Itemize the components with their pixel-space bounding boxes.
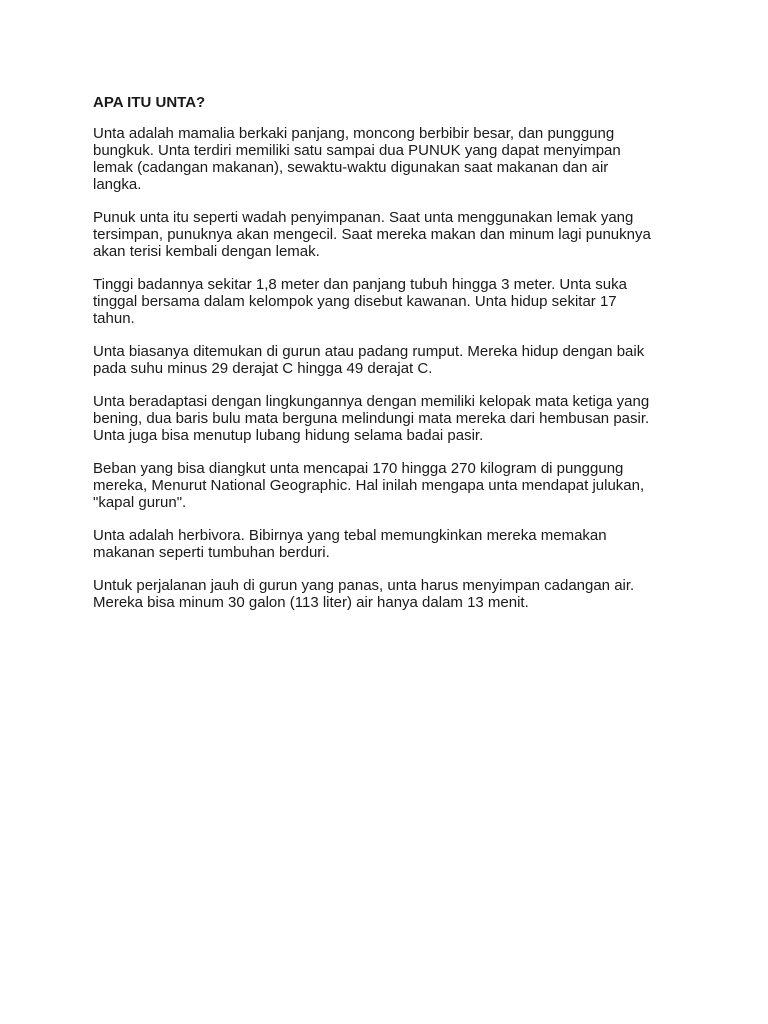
text-line: lemak (cadangan makanan), sewaktu-waktu digunakan saat makanan dan air bbox=[93, 159, 609, 176]
document-title: APA ITU UNTA? bbox=[93, 94, 206, 111]
text-line: Unta beradaptasi dengan lingkungannya dengan memiliki kelopak mata ketiga yang bbox=[93, 393, 650, 410]
text-line: makanan seperti tumbuhan berduri. bbox=[93, 544, 330, 561]
text-line: Tinggi badannya sekitar 1,8 meter dan panjang tubuh hingga 3 meter. Unta suka bbox=[93, 276, 627, 293]
paragraph bbox=[93, 125, 683, 193]
text-line: Unta biasanya ditemukan di gurun atau padang rumput. Mereka hidup dengan baik bbox=[93, 343, 645, 360]
text-line: Untuk perjalanan jauh di gurun yang panas, unta harus menyimpan cadangan air. bbox=[93, 577, 635, 594]
paragraph bbox=[93, 276, 683, 327]
paragraph bbox=[93, 460, 683, 511]
text-line: bening, dua baris bulu mata berguna melindungi mata mereka dari hembusan pasir. bbox=[93, 410, 650, 427]
text-line: pada suhu minus 29 derajat C hingga 49 derajat C. bbox=[93, 360, 433, 377]
text-line: bungkuk. Unta terdiri memiliki satu sampai dua PUNUK yang dapat menyimpan bbox=[93, 142, 621, 159]
text-line: Unta adalah herbivora. Bibirnya yang tebal memungkinkan mereka memakan bbox=[93, 527, 607, 544]
text-line: tahun. bbox=[93, 310, 135, 327]
text-line: Unta adalah mamalia berkaki panjang, moncong berbibir besar, dan punggung bbox=[93, 125, 615, 142]
text-line: akan terisi kembali dengan lemak. bbox=[93, 243, 320, 260]
paragraph bbox=[93, 209, 683, 260]
paragraph bbox=[93, 527, 683, 561]
text-line: Mereka bisa minum 30 galon (113 liter) air hanya dalam 13 menit. bbox=[93, 594, 529, 611]
text-line: tinggal bersama dalam kelompok yang disebut kawanan. Unta hidup sekitar 17 bbox=[93, 293, 617, 310]
paragraph bbox=[93, 343, 683, 377]
text-line: mereka, Menurut National Geographic. Hal inilah mengapa unta mendapat julukan, bbox=[93, 477, 645, 494]
paragraph bbox=[93, 393, 683, 444]
text-line: "kapal gurun". bbox=[93, 494, 187, 511]
text-line: Unta juga bisa menutup lubang hidung selama badai pasir. bbox=[93, 427, 484, 444]
text-line: Punuk unta itu seperti wadah penyimpanan. Saat unta menggunakan lemak yang bbox=[93, 209, 634, 226]
text-line: tersimpan, punuknya akan mengecil. Saat mereka makan dan minum lagi punuknya bbox=[93, 226, 651, 243]
text-line: langka. bbox=[93, 176, 142, 193]
text-line: Beban yang bisa diangkut unta mencapai 170 hingga 270 kilogram di punggung bbox=[93, 460, 624, 477]
paragraph bbox=[93, 577, 683, 611]
document-body bbox=[93, 94, 683, 627]
